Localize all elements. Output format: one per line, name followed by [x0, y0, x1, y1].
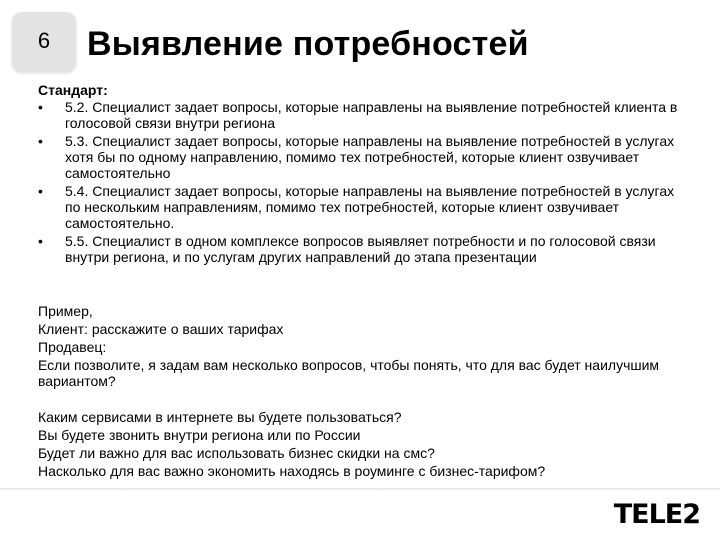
- example-client-line: Клиент: расскажите о ваших тарифах: [38, 321, 284, 337]
- standard-label: Стандарт:: [38, 82, 108, 98]
- standard-item: • 5.5. Специалист в одном комплексе вопросов выявляет потребности и по голосовой связи внутри региона, и по услугам других направлений до этапа презентации: [38, 233, 678, 265]
- questions-block: [38, 409, 678, 479]
- slide-number: 6: [37, 28, 51, 53]
- question-line: Будет ли важно для вас использовать бизнес скидки на смс?: [38, 445, 435, 461]
- footer-divider: [0, 488, 720, 490]
- standard-item: • 5.2. Специалист задает вопросы, которые направлены на выявление потребностей клиента в голосовой связи внутри региона: [38, 99, 678, 131]
- example-seller-label: Продавец:: [38, 339, 107, 355]
- question-line: Каким сервисами в интернете вы будете пользоваться?: [38, 409, 402, 425]
- standard-item: • 5.3. Специалист задает вопросы, которые направлены на выявление потребностей в услугах хотя бы по одному направлению, помимо тех потребностей, которые клиент озвучивает самостоятельно: [38, 133, 678, 181]
- standard-item: • 5.4. Специалист задает вопросы, которые направлены на выявление потребностей в услугах по нескольким направлениям, помимо тех потребностей, которые клиент озвучивает самостоятельно.: [38, 183, 678, 231]
- slide-content: [38, 82, 678, 481]
- question-line: Насколько для вас важно экономить находясь в роуминге с бизнес-тарифом?: [38, 463, 546, 479]
- question-line: Вы будете звонить внутри региона или по России: [38, 427, 361, 443]
- slide-title: Выявление потребностей: [87, 25, 529, 63]
- standard-list: [38, 99, 678, 265]
- example-intro: Пример,: [38, 303, 93, 319]
- example-seller-line: Если позволите, я задам вам несколько вопросов, чтобы понять, что для вас будет наилучшим вариантом?: [38, 357, 660, 389]
- slide-number-badge: [12, 12, 76, 72]
- example-block: [38, 303, 678, 389]
- tele2-logo: TELE2: [613, 499, 700, 530]
